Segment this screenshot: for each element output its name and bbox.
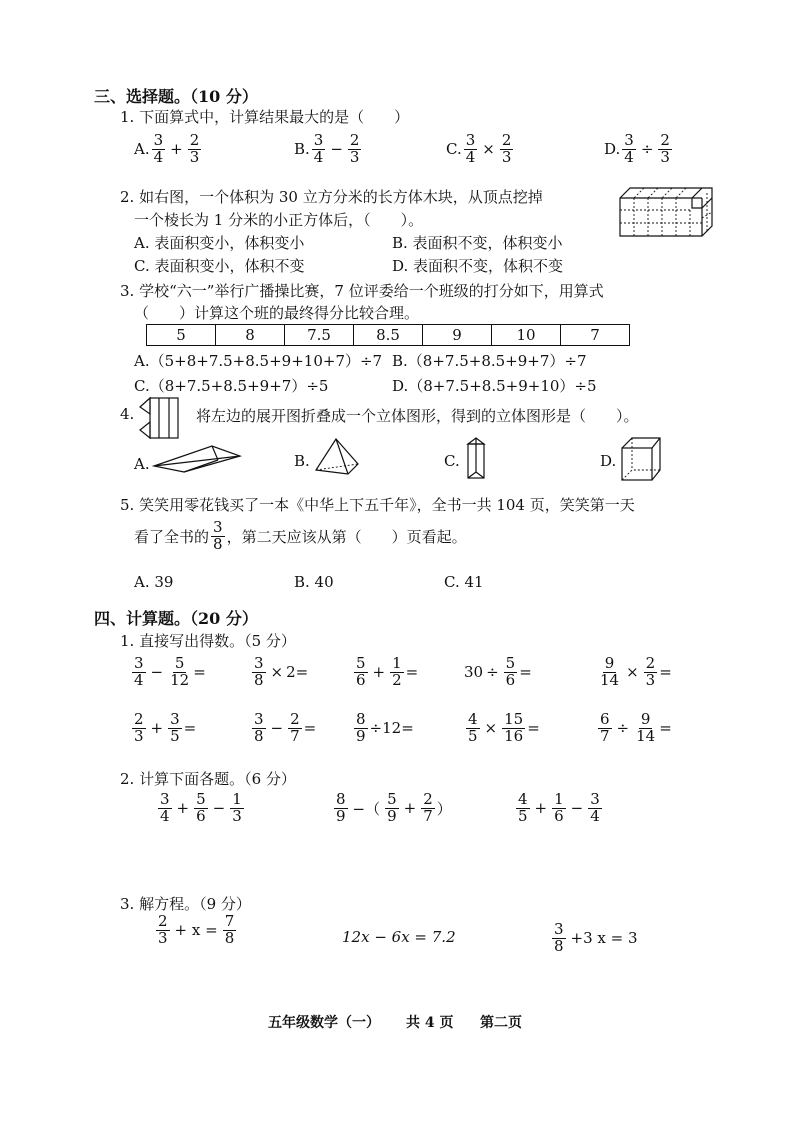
calc-r1-2: $\frac{3}{8}$ × 2 =: [254, 654, 309, 689]
q2-line1: 2. 如右图，一个体积为 30 立方分米的长方体木块，从顶点挖掉: [120, 188, 543, 206]
q4-label-d: D.: [600, 452, 617, 470]
q2-option-d: D. 表面积不变，体积不变: [392, 257, 564, 275]
q2-line2: 一个棱长为 1 分米的小正方体后，（ ）。: [134, 211, 424, 229]
score-cell: 8.5: [354, 325, 423, 346]
q4-number: 4.: [120, 405, 135, 423]
calc-r2-3: $\frac{8}{9}$ ÷12 =: [356, 710, 414, 745]
section3-title: 三、选择题。（10 分）: [94, 87, 258, 106]
p3-equation-1: $\frac{2}{3}$ + x = $\frac{7}{8}$: [158, 912, 235, 947]
q4-label-c: C.: [444, 452, 460, 470]
q4-label-a: A.: [134, 455, 150, 473]
calc-r2-5: $\frac{6}{7}$ ÷ $\frac{9}{14}$ =: [600, 710, 672, 745]
p2-expr-3: $\frac{4}{5}$ + $\frac{1}{6}$ − $\frac{3}{4}$: [518, 790, 600, 825]
cube-figure: [618, 436, 664, 484]
score-cell: 7: [561, 325, 630, 346]
q1-option-c: C. $\frac{3}{4}$ × $\frac{2}{3}$: [446, 131, 512, 166]
score-cell: 8: [216, 325, 285, 346]
calc-r2-1: $\frac{2}{3}$ + $\frac{3}{5}$ =: [134, 710, 197, 745]
q3-option-d: D.（8+7.5+8.5+9+10）÷5: [392, 377, 597, 395]
calc-r1-4: 30 ÷ $\frac{5}{6}$ =: [464, 654, 532, 689]
calc-r1-5: $\frac{9}{14}$ × $\frac{2}{3}$ =: [600, 654, 672, 689]
q2-option-a: A. 表面积变小，体积变小: [134, 234, 305, 252]
calc-r1-1: $\frac{3}{4}$ − $\frac{5}{12}$ =: [134, 654, 206, 689]
footer-total-pages: 共 4 页: [406, 1015, 454, 1031]
q3-line2: （ ）计算这个班的最终得分比较合理。: [134, 304, 420, 322]
q3-option-c: C.（8+7.5+8.5+9+7）÷5: [134, 377, 329, 395]
footer-title: 五年级数学（一）: [268, 1015, 380, 1031]
q1-option-d: D. $\frac{3}{4}$ ÷ $\frac{2}{3}$: [604, 131, 670, 166]
q4-stem: 将左边的展开图折叠成一个立体图形，得到的立体图形是（ ）。: [196, 407, 639, 425]
q3-option-a: A.（5+8+7.5+8.5+9+10+7）÷7: [134, 352, 383, 370]
q2-option-b: B. 表面积不变，体积变小: [392, 234, 563, 252]
q5-line1: 5. 笑笑用零花钱买了一本《中华上下五千年》，全书一共 104 页，笑笑第一天: [120, 496, 635, 514]
q5-option-b: B. 40: [294, 573, 334, 591]
score-cell: 10: [492, 325, 561, 346]
score-cell: 5: [147, 325, 216, 346]
q3-line1: 3. 学校“六一”举行广播操比赛，7 位评委给一个班级的打分如下，用算式: [120, 282, 604, 300]
score-cell: 7.5: [285, 325, 354, 346]
calc-r2-2: $\frac{3}{8}$ − $\frac{2}{7}$ =: [254, 710, 317, 745]
footer-page-number: 第二页: [480, 1015, 522, 1031]
cuboid-figure: [618, 186, 722, 250]
score-cell: 9: [423, 325, 492, 346]
q5-line2: 看了全书的 $\frac{3}{8}$ ，第二天应该从第（ ）页看起。: [134, 518, 467, 553]
prism-net-figure: [136, 394, 184, 444]
q1-option-b: B. $\frac{3}{4}$ − $\frac{2}{3}$: [294, 131, 360, 166]
p2-expr-1: $\frac{3}{4}$ + $\frac{5}{6}$ − $\frac{1}{3}$: [160, 790, 242, 825]
p3-equation-2: 12x − 6x = 7.2: [342, 928, 456, 946]
p2-expr-2: $\frac{8}{9}$ −（ $\frac{5}{9}$ + $\frac{2}{7}$ ）: [336, 790, 452, 825]
calc-r1-3: $\frac{5}{6}$ + $\frac{1}{2}$ =: [356, 654, 419, 689]
q3-option-b: B.（8+7.5+8.5+9+7）÷7: [392, 352, 587, 370]
q1-option-a: A. $\frac{3}{4}$ + $\frac{2}{3}$: [134, 131, 200, 166]
p3-equation-3: $\frac{3}{8}$ +3 x = 3: [554, 920, 638, 955]
section4-title: 四、计算题。（20 分）: [94, 609, 258, 628]
score-table: [146, 324, 630, 346]
p1-title: 1. 直接写出得数。（5 分）: [120, 632, 296, 650]
q5-option-a: A. 39: [134, 573, 174, 591]
triangular-prism-flat-figure: [150, 440, 244, 474]
q2-option-c: C. 表面积变小，体积不变: [134, 257, 305, 275]
q4-label-b: B.: [294, 452, 310, 470]
q1-stem: 1. 下面算式中，计算结果最大的是（ ）: [120, 108, 410, 126]
calc-r2-4: $\frac{4}{5}$ × $\frac{15}{16}$ =: [468, 710, 540, 745]
tall-prism-figure: [464, 436, 494, 482]
p2-title: 2. 计算下面各题。（6 分）: [120, 770, 296, 788]
pyramid-figure: [312, 436, 362, 478]
q5-option-c: C. 41: [444, 573, 484, 591]
p3-title: 3. 解方程。（9 分）: [120, 895, 251, 913]
